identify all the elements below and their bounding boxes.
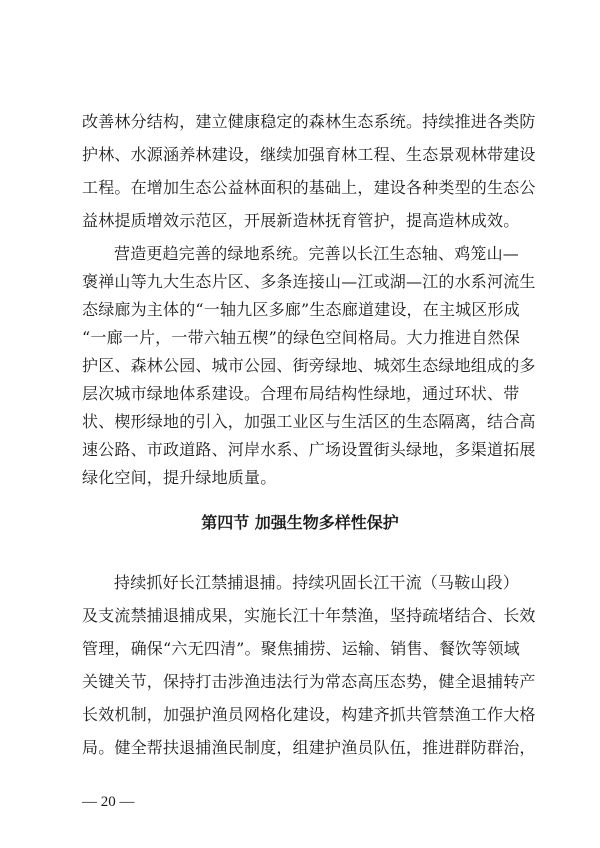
paragraph2-line-5: 护区、森林公园、城市公园、街旁绿地、城郊生态绿地组成的多: [82, 356, 536, 375]
paragraph2-line-3: 态绿廊为主体的“一轴九区多廊”生态廊道建设，在主城区形成: [82, 300, 520, 319]
paragraph3-line-3: 管理，确保“六无四清”。聚焦捕捞、运输、销售、餐饮等领域: [82, 639, 520, 658]
paragraph2-line-6: 层次城市绿地体系建设。合理布局结构性绿地，通过环状、带: [82, 384, 520, 403]
paragraph3-line-1: [114, 573, 518, 595]
paragraph3-line-2: 及支流禁捕退捕成果，实施长江十年禁渔，坚持疏堵结合、长效: [82, 606, 536, 625]
paragraph2-first-rest: 完善以长江生态轴、鸡笼山—: [308, 244, 520, 263]
paragraph2-line-2: 褒禅山等九大生态片区、多条连接山—江或湖—江的水系河流生: [82, 272, 536, 291]
paragraph3-line-5: 长效机制，加强护渔员网格化建设，构建齐抓共管禁渔工作大格: [82, 705, 536, 724]
paragraph3-lead: 持续抓好长江禁捕退捕。: [114, 573, 293, 592]
paragraph2-line-9: 绿化空间，提升绿地质量。: [82, 468, 277, 487]
paragraph3-first-rest: 持续巩固长江干流（马鞍山段）: [292, 573, 520, 592]
section-heading: 第四节 加强生物多样性保护: [201, 513, 399, 532]
paragraph2-line-1: [114, 244, 518, 266]
paragraph3-line-6: 局。健全帮扶退捕渔民制度，组建护渔员队伍，推进群防群治，: [82, 738, 536, 757]
paragraph1-line-3: 工程。在增加生态公益林面积的基础上，建设各种类型的生态公: [82, 178, 536, 197]
paragraph2-lead: 营造更趋完善的绿地系统。: [114, 244, 309, 263]
paragraph3-line-4: 关键关节，保持打击涉渔违法行为常态高压态势，健全退捕转产: [82, 672, 536, 691]
paragraph1-line-2: 护林、水源涵养林建设，继续加强育林工程、生态景观林带建设: [82, 145, 536, 164]
paragraph1-line-4: 益林提质增效示范区，开展新造林抚育管护，提高造林成效。: [82, 211, 520, 230]
paragraph2-line-8: 速公路、市政道路、河岸水系、广场设置街头绿地，多渠道拓展: [82, 440, 536, 459]
page-number: — 20 —: [82, 794, 135, 810]
paragraph2-line-7: 状、楔形绿地的引入，加强工业区与生活区的生态隔离，结合高: [82, 412, 536, 431]
paragraph1-line-1: 改善林分结构，建立健康稳定的森林生态系统。持续推进各类防: [82, 112, 536, 131]
paragraph2-line-4: “一廊一片，一带六轴五楔”的绿色空间格局。大力推进自然保: [82, 328, 520, 347]
